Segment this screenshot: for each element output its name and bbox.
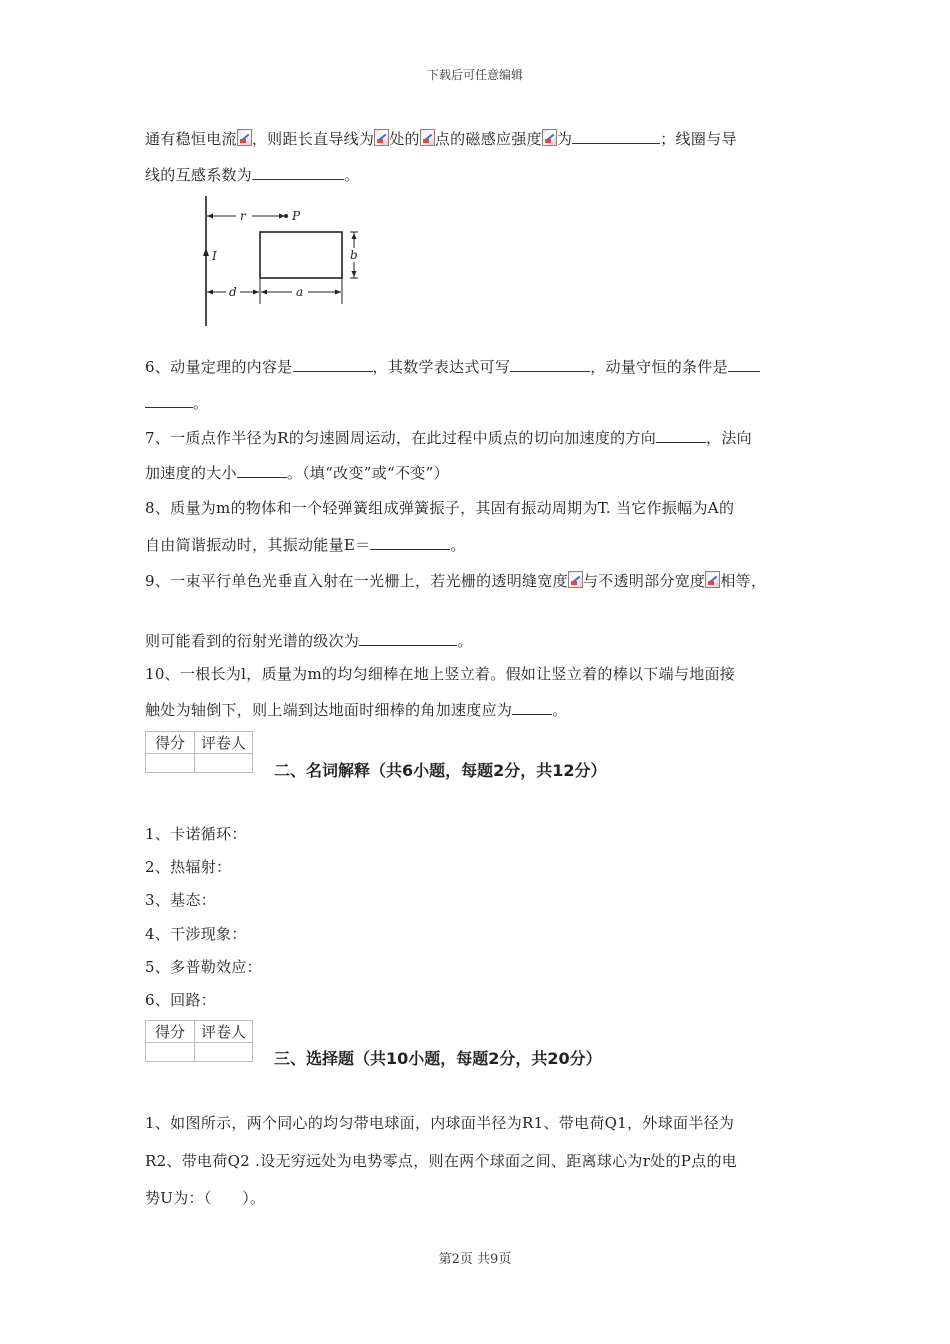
question-6-line-2	[145, 392, 208, 413]
q10-text: 触处为轴倒下，则上端到达地面时细棒的角加速度应为	[145, 701, 513, 719]
answer-blank[interactable]	[370, 535, 450, 550]
arrowhead-icon	[207, 214, 213, 219]
q7-text-2: ，法向	[706, 429, 752, 447]
rectangular-coil	[260, 232, 342, 278]
answer-blank[interactable]	[237, 463, 287, 478]
question-9-line-2	[145, 630, 473, 651]
score-label: 得分	[146, 1021, 195, 1043]
answer-blank[interactable]	[728, 357, 760, 372]
broken-image-icon	[568, 571, 583, 588]
answer-blank[interactable]	[293, 357, 373, 372]
arrowhead-icon	[352, 271, 357, 277]
page-header: 下载后可任意编辑	[426, 68, 523, 82]
section-3-title: 三、选择题（共10小题，每题2分，共20分）	[274, 1049, 602, 1068]
question-8-line-2	[145, 534, 466, 555]
score-cell[interactable]	[146, 1043, 195, 1062]
q9-text-1: 9、一束平行单色光垂直入射在一光栅上，若光栅的透明缝宽度	[145, 572, 568, 590]
q6-text-3: ，动量守恒的条件是	[590, 358, 728, 376]
term-item: 5、多普勒效应：	[145, 958, 262, 976]
q5-text-2: ，则距长直导线为	[251, 130, 375, 148]
page-footer: 第2页 共9页	[438, 1252, 512, 1267]
wire-loop-diagram	[190, 192, 370, 332]
question-10-line-2	[145, 699, 568, 720]
q5-text-4: 点的磁感应强度	[434, 130, 542, 148]
q6-end: 。	[193, 394, 209, 412]
grader-cell[interactable]	[195, 1043, 253, 1062]
point-p-dot	[284, 214, 288, 218]
section-2-title: 二、名词解释（共6小题，每题2分，共12分）	[274, 761, 607, 780]
score-table	[145, 731, 253, 773]
question-7-line-2	[145, 462, 449, 483]
question-5-line-2	[145, 164, 359, 185]
term-item: 4、干涉现象：	[145, 925, 247, 943]
question-10-line-1: 10、一根长为l，质量为m的均匀细棒在地上竖立着。假如让竖立着的棒以下端与地面接	[145, 665, 736, 683]
term-item: 2、热辐射：	[145, 858, 232, 876]
grader-label: 评卷人	[195, 732, 253, 754]
label-b: b	[350, 248, 358, 262]
q6-text-2: ，其数学表达式可写	[372, 358, 511, 376]
term-item: 1、卡诺循环：	[145, 825, 247, 843]
broken-image-icon	[420, 129, 435, 146]
answer-blank[interactable]	[656, 428, 706, 443]
q9-end: 。	[457, 632, 473, 650]
arrowhead-icon	[261, 290, 267, 295]
broken-image-icon	[374, 129, 389, 146]
score-table	[145, 1020, 253, 1062]
answer-blank[interactable]	[359, 631, 457, 646]
q5-text-5: 为	[556, 130, 573, 148]
score-cell[interactable]	[146, 754, 195, 773]
score-label: 得分	[146, 732, 195, 754]
q7-text-1: 7、一质点作半径为R的匀速圆周运动，在此过程中质点的切向加速度的方向	[145, 429, 657, 447]
label-a: a	[296, 285, 304, 299]
grader-cell[interactable]	[195, 754, 253, 773]
q6-text-1: 6、动量定理的内容是	[145, 358, 293, 376]
q9-text-3: 相等，	[720, 572, 767, 590]
q5-end: 。	[344, 166, 360, 184]
q5-text-6: ；线圈与导	[660, 130, 737, 148]
answer-blank[interactable]	[252, 165, 344, 180]
broken-image-icon	[705, 571, 720, 588]
choice-question-1-line-2: R2、带电荷Q2 .设无穷远处为电势零点，则在两个球面之间、距离球心为r处的P点的电	[145, 1152, 738, 1170]
label-current: I	[212, 249, 217, 263]
q9-text-2: 与不透明部分宽度	[582, 572, 706, 590]
arrowhead-icon	[335, 290, 341, 295]
q5-text-3: 处的	[389, 130, 420, 148]
question-5-line-1	[145, 128, 737, 149]
arrowhead-icon	[352, 233, 357, 239]
q5-line-2-text: 线的互感系数为	[145, 166, 253, 184]
q5-text-1: 通有稳恒电流	[145, 130, 237, 148]
arrowhead-icon	[253, 290, 259, 295]
label-p: P	[292, 209, 301, 223]
q9-text-4: 则可能看到的衍射光谱的级次为	[145, 632, 360, 650]
question-9-line-1	[145, 570, 766, 591]
q8-text: 自由简谐振动时，其振动能量E＝	[145, 536, 371, 554]
label-r: r	[240, 209, 246, 223]
broken-image-icon	[237, 129, 252, 146]
q10-end: 。	[552, 701, 568, 719]
answer-blank[interactable]	[145, 393, 193, 408]
choice-question-1-line-3: 势U为：（ ）。	[145, 1189, 266, 1207]
choice-question-1-line-1: 1、如图所示，两个同心的均匀带电球面，内球面半径为R1、带电荷Q1，外球面半径为	[145, 1114, 735, 1132]
answer-blank[interactable]	[512, 700, 552, 715]
label-d: d	[229, 285, 237, 299]
arrowhead-icon	[207, 290, 213, 295]
term-item: 6、回路：	[145, 991, 217, 1009]
q7-text-3: 加速度的大小	[145, 464, 237, 482]
answer-blank[interactable]	[572, 129, 660, 144]
grader-label: 评卷人	[195, 1021, 253, 1043]
term-item: 3、基态：	[145, 891, 217, 909]
broken-image-icon	[542, 129, 557, 146]
question-8-line-1: 8、质量为m的物体和一个轻弹簧组成弹簧振子，其固有振动周期为T. 当它作振幅为A的	[145, 499, 735, 517]
question-7-line-1	[145, 427, 752, 448]
current-arrow-icon	[203, 248, 209, 256]
q7-text-4: 。（填“改变”或“不变”）	[286, 464, 449, 482]
q8-end: 。	[450, 536, 466, 554]
answer-blank[interactable]	[510, 357, 590, 372]
question-6-line-1	[145, 356, 760, 377]
